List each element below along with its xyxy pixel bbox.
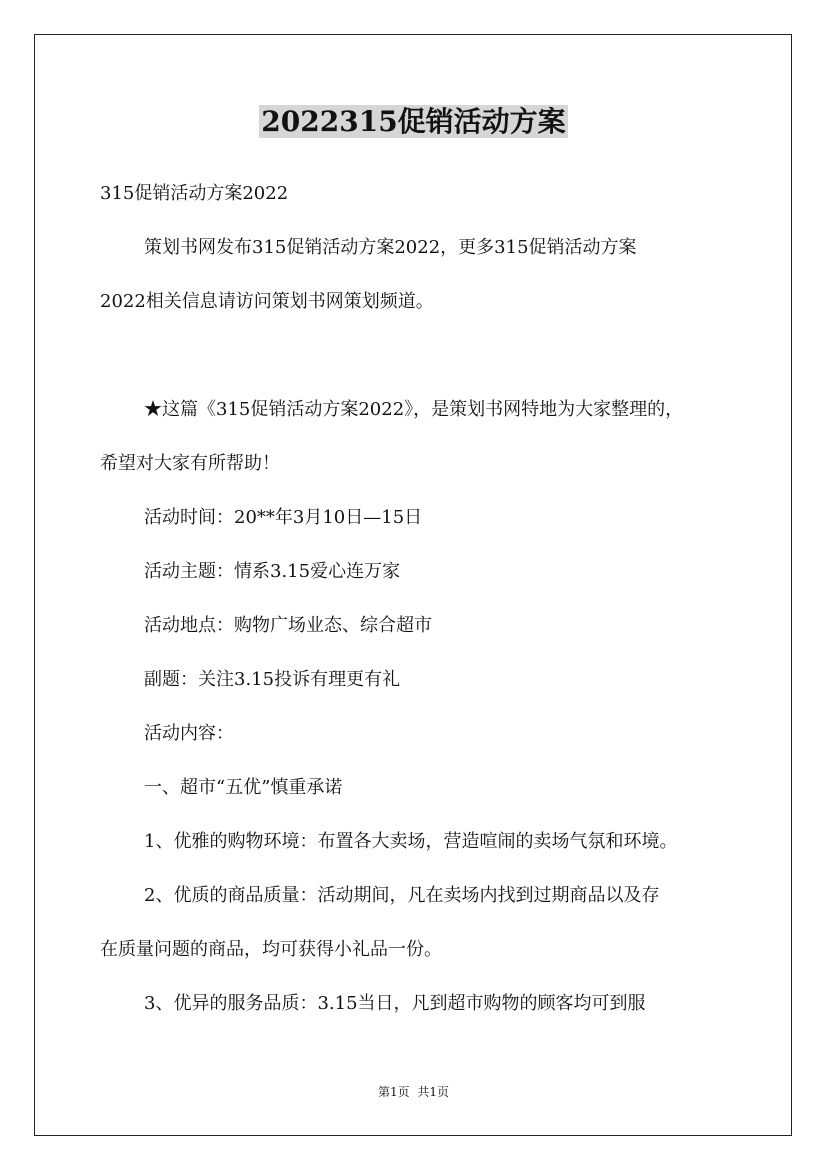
page-total: 共1页 [417,1085,449,1099]
paragraph-activity-theme: 活动主题：情系3.15爱心连万家 [144,561,401,582]
section-heading-five-promises: 一、超市“五优”慎重承诺 [144,777,343,798]
paragraph-activity-time: 活动时间：20**年3月10日—15日 [144,507,423,528]
list-item-2-line2: 在质量问题的商品，均可获得小礼品一份。 [100,939,442,960]
document-title [0,100,827,144]
paragraph-intro-line1: 策划书网发布315促销活动方案2022，更多315促销活动方案 [144,237,637,258]
paragraph-activity-content: 活动内容： [144,723,234,744]
paragraph-note-line2: 希望对大家有所帮助！ [100,453,280,474]
paragraph-activity-location: 活动地点：购物广场业态、综合超市 [144,615,432,636]
paragraph-intro-line2: 2022相关信息请访问策划书网策划频道。 [100,291,434,312]
paragraph-note-line1: ★这篇《315促销活动方案2022》，是策划书网特地为大家整理的， [144,399,684,420]
list-item-2-line1: 2、优质的商品质量：活动期间，凡在卖场内找到过期商品以及存 [144,885,660,906]
paragraph-subtitle: 315促销活动方案2022 [100,183,289,204]
paragraph-subtheme: 副题：关注3.15投诉有理更有礼 [144,669,401,690]
page-footer [0,1083,827,1101]
list-item-3-line1: 3、优异的服务品质：3.15当日，凡到超市购物的顾客均可到服 [144,993,646,1014]
document-title-text: 2022315促销活动方案 [261,105,566,138]
list-item-1: 1、优雅的购物环境：布置各大卖场，营造喧闹的卖场气氛和环境。 [144,831,678,852]
page-number: 第1页 [378,1085,410,1099]
